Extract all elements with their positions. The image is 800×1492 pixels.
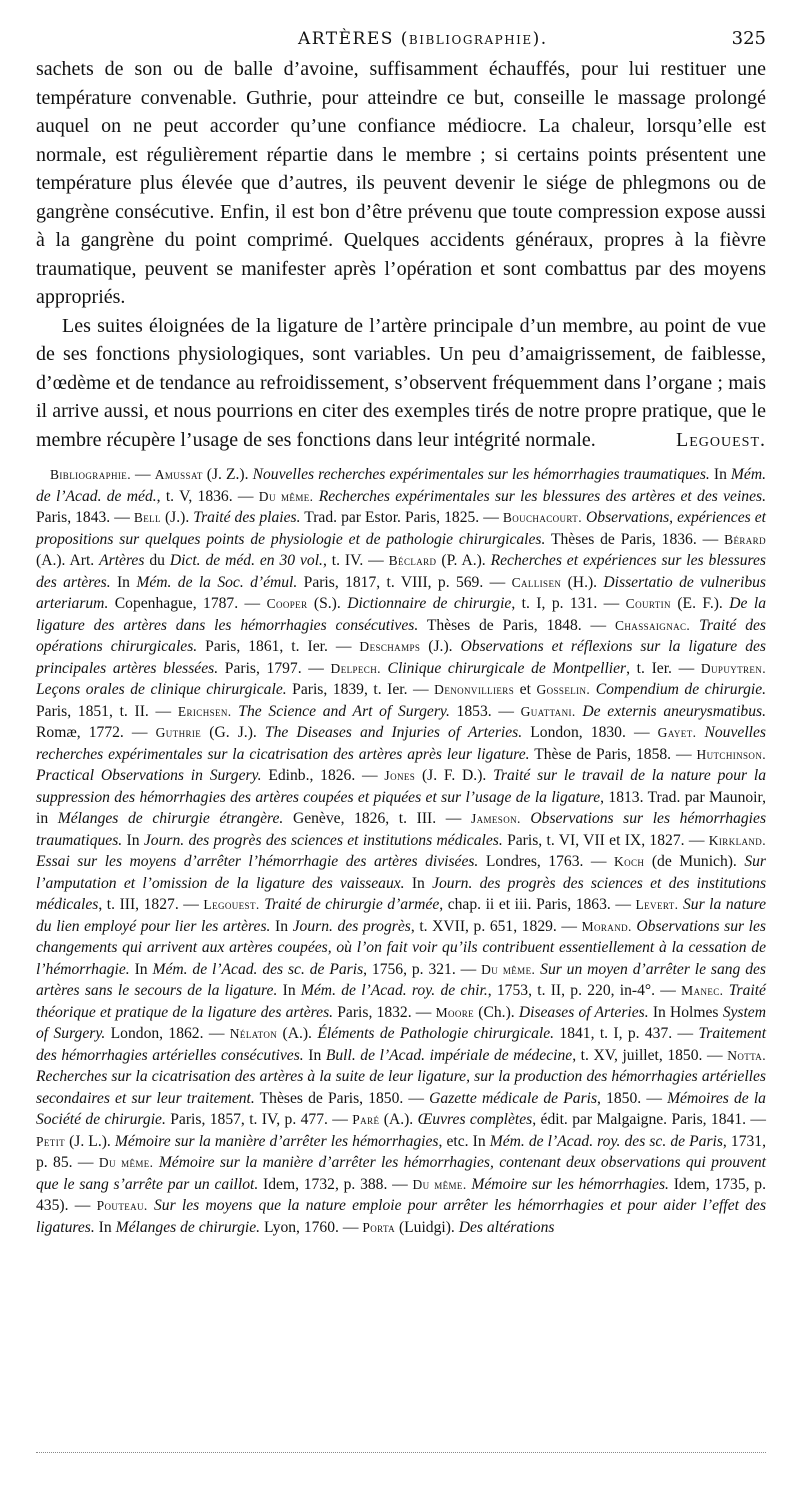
biblio-text: Genève, 1826, t. III. — (283, 810, 471, 827)
biblio-author: Béclard (388, 553, 437, 568)
biblio-title: Des altérations (458, 1218, 555, 1236)
biblio-author: Guthrie (155, 725, 202, 740)
biblio-title: Recherches expérimentales sur les blessures des artères et des veines. (318, 487, 766, 505)
biblio-title: Journ. des progrès des sciences et institutions médicales. (143, 831, 503, 849)
biblio-author: Nélaton (229, 1026, 278, 1041)
biblio-author: Notta. (727, 1047, 766, 1063)
biblio-text: (J. F. D.). (415, 767, 494, 784)
biblio-text: , t. XVII, p. 651, 1829. — (410, 917, 582, 935)
biblio-text: , t. I, p. 131. — (511, 595, 626, 612)
biblio-title: Mémoire sur la manière d’arrêter les hémorrhagies, contenant deux observations qui prouvent que le sang s’arrête par un caillot. (36, 1154, 766, 1193)
biblio-title: Observations sur les hémorrhagies traumatiques. (36, 810, 767, 849)
biblio-author: Bérard (724, 531, 766, 547)
biblio-text: Londres, 1763. — (478, 853, 614, 870)
biblio-author: Guattani. (520, 703, 576, 719)
biblio-title: Sur les moyens que la nature emploie pour arrêter les hémorrhagies et pour aider l’effet des ligatures. (36, 1197, 767, 1236)
biblio-author: Amussat (154, 467, 203, 482)
biblio-author: Gosselin. (536, 682, 591, 697)
biblio-text: Romæ, 1772. — (36, 724, 156, 741)
biblio-text: Lyon, 1760. — (260, 1218, 363, 1236)
biblio-title: Clinique chirurgicale de Montpellier (387, 659, 627, 677)
biblio-title: Leçons orales de clinique chirurgicale. (36, 681, 287, 698)
biblio-text: (P. A.). (436, 552, 491, 569)
biblio-text: (G. J.). (201, 724, 265, 741)
biblio-author: Callisen (511, 574, 562, 590)
biblio-text: , chap. ii et iii. Paris, 1863. — (439, 896, 636, 913)
biblio-text: , t. Ier. — (626, 659, 701, 677)
biblio-author: Bouchacourt. (502, 510, 582, 525)
biblio-title: Traité des plaies. (193, 509, 301, 526)
author-signature: Legouest. (676, 428, 766, 451)
biblio-text: , etc. In (438, 1132, 490, 1150)
biblio-text: (A.). Art. (36, 552, 100, 569)
biblio-author: Jones (384, 768, 416, 783)
biblio-title: System of Surgery. (36, 1003, 766, 1042)
biblio-author: Pouteau. (96, 1198, 148, 1213)
biblio-text: In (404, 874, 433, 892)
biblio-text: 1853. — (449, 702, 521, 720)
biblio-title: Mém. de la Soc. d’émul. (136, 573, 298, 591)
biblio-text: (S.). (307, 595, 348, 612)
biblio-author: Petit (36, 1133, 65, 1149)
biblio-author: Porta (362, 1219, 396, 1235)
biblio-title: Sur l’amputation et l’omission de la ligature des vaisseaux. (36, 853, 766, 892)
biblio-title: Nouvelles recherches expérimentales sur les hémorrhagies traumatiques. (252, 466, 710, 483)
biblio-author: Du même. (481, 961, 536, 977)
page-number: 325 (731, 28, 766, 49)
biblio-text: In (303, 1046, 326, 1064)
biblio-text: , t. IV. — (322, 552, 389, 569)
biblio-text: (de Munich). (644, 853, 745, 870)
biblio-text: Paris, 1817, t. VIII, p. 569. — (297, 573, 512, 591)
biblio-title: Journ. des progrès des sciences et des institutions médicales (36, 874, 767, 913)
biblio-author: Du même. (412, 1176, 467, 1192)
biblio-author: Koch (613, 854, 645, 869)
biblio-text: (A.). (277, 1025, 318, 1042)
biblio-author: Cooper (266, 596, 308, 611)
biblio-author: Levert. (635, 897, 679, 912)
biblio-title: Recherches et expériences sur les blessures des artères. (36, 552, 766, 591)
biblio-text: 1841, t. I, p. 437. — (554, 1025, 699, 1042)
biblio-text (690, 617, 699, 634)
biblio-text: , t. III, 1827. — (98, 896, 204, 913)
biblio-text: et (514, 681, 537, 698)
biblio-text: In (129, 960, 153, 978)
biblio-text: In (94, 1218, 116, 1236)
biblio-text: , 1813. Trad. par Maunoir, in (36, 788, 766, 827)
biblio-text: Thèses de Paris, 1848. — (418, 616, 615, 634)
biblio-title: Mém. de l’Acad. des sc. de Paris (152, 960, 364, 978)
biblio-text: Paris, 1857, t. IV, p. 477. — (165, 1111, 353, 1128)
biblio-author: Hutchinson. (696, 746, 766, 762)
biblio-title: Éléments de Pathologie chirurgicale. (317, 1025, 555, 1042)
biblio-title: Nouvelles recherches expérimentales sur la cicatrisation des artères après leur ligature. (36, 724, 766, 763)
body-text (36, 55, 766, 454)
bibliography-paragraph (36, 464, 766, 1238)
biblio-title: Mémoires de la Société de chirurgie. (36, 1089, 766, 1128)
biblio-author: Dupuytren. (700, 660, 766, 676)
biblio-title: Mélanges de chirurgie étrangère. (57, 810, 284, 827)
biblio-author: Kirkland. (708, 832, 766, 848)
biblio-title: Traité des opérations chirurgicales. (36, 616, 766, 655)
biblio-text: Thèse de Paris, 1858. — (529, 745, 697, 763)
bibliography (36, 464, 766, 1238)
biblio-text: In (122, 831, 144, 849)
bibliography-entries (36, 466, 766, 1236)
biblio-text: Trad. par Estor. Paris, 1825. — (300, 509, 503, 526)
biblio-title: Mémoire sur les hémorrhagies. (471, 1175, 669, 1193)
biblio-text: London, 1862. — (105, 1025, 230, 1042)
biblio-author: Delpech. (330, 660, 381, 676)
biblio-text: Copenhague, 1787. — (108, 595, 267, 612)
biblio-text: (J. L.). (65, 1132, 115, 1150)
biblio-title: Sur un moyen d’arrêter le sang des artères sans le secours de la ligature. (36, 960, 767, 999)
biblio-title: Traité de chirurgie d’armée (264, 896, 440, 913)
biblio-title: Dictionnaire de chirurgie (347, 595, 512, 612)
running-header (36, 28, 766, 49)
paragraph-2-text: Les suites éloignées de la ligature de l’artère principale d’un membre, au point de vue de ses fonctions physiologiques, sont variables. Un peu d’amaigrissement, de faiblesse, d’œdème et de tendance au refroidissement, s’observent fréquemment dans l’organe ; mais il arrive aussi, et nous pourrions en citer des exemples tirés de notre propre pratique, que le membre récupère l’usage de ses fonctions dans leur intégrité normale. (36, 314, 766, 451)
biblio-text: Paris, 1861, t. Ier. — (197, 638, 360, 655)
biblio-title: Traité théorique et pratique de la ligature des artères. (36, 982, 766, 1021)
biblio-title: Essai sur les moyens d’arrêter l’hémorrhagie des artères divisées. (36, 853, 479, 870)
biblio-text: In (277, 982, 301, 999)
biblio-title: Observations sur les changements qui arrivent aux artères coupées, où l’on fait voir qu’ils contribuent essentiellement à la cessation de l’hémorrhagie. (36, 917, 766, 978)
bibliography-label: Bibliographie. (50, 467, 131, 482)
biblio-text: , t. V, 1836. — (156, 487, 259, 505)
biblio-text: — (130, 466, 155, 483)
biblio-title: Mém. de l’Acad. de méd. (36, 466, 766, 505)
biblio-text (381, 660, 388, 677)
biblio-author: Du même. (258, 488, 314, 504)
biblio-author: Morand. (581, 918, 632, 934)
title-section: BIBLIOGRAPHIE (408, 33, 533, 47)
biblio-title: Mém. de l’Acad. roy. des sc. de Paris (489, 1132, 723, 1150)
biblio-text: Paris, 1843. — (36, 509, 134, 526)
biblio-text: (J. Z.). (202, 466, 253, 483)
biblio-text: In (270, 917, 293, 935)
biblio-title: De externis aneurysmatibus. (582, 702, 766, 720)
biblio-author: Manec. (681, 983, 724, 998)
biblio-text: Idem, 1732, p. 388. — (258, 1175, 413, 1193)
biblio-title: Practical Observations in Surgery. (36, 767, 262, 784)
biblio-text: , 1731, p. 85. — (36, 1132, 766, 1171)
biblio-title: Traitement des hémorrhagies artérielles consécutives. (36, 1025, 767, 1064)
biblio-title: Compendium de chirurgie. (595, 681, 767, 698)
biblio-text (521, 810, 531, 827)
footer-rule (36, 1452, 766, 1453)
biblio-title: Œuvres complètes (417, 1111, 533, 1128)
biblio-title: Artères (99, 552, 145, 569)
biblio-title: Recherches sur la cicatrisation des artères à la suite de leur ligature, sur la production des hémorrhagies artérielles secondaires et sur leur traitement. (36, 1068, 766, 1107)
biblio-text: (J.). (160, 509, 194, 526)
biblio-title: Gazette médicale de Paris (429, 1089, 598, 1107)
biblio-author: Paré (352, 1112, 380, 1127)
biblio-text: (E. F.). (670, 595, 730, 612)
biblio-title: The Science and Art of Surgery. (238, 702, 450, 720)
running-title (298, 29, 548, 49)
biblio-title: Journ. des progrès (292, 917, 411, 935)
biblio-text: , 1850. — (597, 1089, 668, 1107)
paragraph-2 (36, 312, 766, 455)
biblio-author: Deschamps (359, 639, 421, 654)
biblio-text: London, 1830. — (522, 724, 658, 741)
biblio-author: Gayet. (657, 725, 697, 740)
biblio-text: du (144, 552, 170, 569)
biblio-text: (Luidgi). (395, 1218, 459, 1236)
biblio-text: , t. XV, juillet, 1850. — (572, 1046, 728, 1064)
biblio-text: In (709, 466, 731, 483)
biblio-text: (J.). (420, 638, 461, 655)
biblio-text: Paris, 1832. — (333, 1003, 436, 1021)
biblio-text: , 1753, t. II, p. 220, in-4°. — (487, 982, 682, 999)
biblio-title: Sur la nature du lien employé pour lier les artères. (36, 896, 767, 935)
title-end: ). (532, 29, 548, 49)
biblio-text: Paris, t. VI, VII et IX, 1827. — (502, 831, 709, 849)
biblio-title: Diseases of Arteries. (518, 1003, 649, 1021)
biblio-text: , édit. par Malgaigne. Paris, 1841. — (532, 1111, 766, 1128)
biblio-text: In Holmes (648, 1003, 723, 1021)
title-main: ARTÈRES ( (298, 29, 409, 49)
biblio-title: Dissertatio de vulneribus arteriarum. (36, 573, 766, 612)
biblio-author: Erichsen. (177, 703, 232, 719)
biblio-title: The Diseases and Injuries of Arteries. (264, 724, 523, 741)
biblio-author: Chassaignac. (615, 617, 691, 633)
biblio-text: Paris, 1797. — (218, 659, 331, 677)
biblio-text: Paris, 1839, t. Ier. — (286, 681, 435, 698)
biblio-text: Idem, 1735, p. 435). — (36, 1175, 766, 1214)
biblio-author: Moore (435, 1004, 475, 1020)
biblio-author: Courtin (625, 596, 671, 611)
biblio-text: , 1756, p. 321. — (363, 960, 482, 978)
biblio-title: Traité sur le travail de la nature pour la suppression des hémorrhagies des artères coupées et piquées et sur l’usage de la ligature (36, 767, 767, 806)
biblio-title: Observations et réflexions sur la ligature des principales artères blessées. (36, 638, 766, 677)
biblio-title: Observations, expériences et propositions sur quelques points de physiologie et de pathologie chirurgicales. (36, 509, 766, 548)
biblio-author: Denonvilliers (434, 682, 515, 697)
biblio-text: Thèses de Paris, 1850. — (254, 1089, 430, 1107)
biblio-text: Edinb., 1826. — (261, 767, 385, 784)
biblio-title: Bull. de l’Acad. impériale de médecine (325, 1046, 573, 1064)
biblio-author: Jameson. (470, 811, 521, 826)
biblio-author: Du même. (98, 1155, 154, 1170)
biblio-title: De la ligature des artères dans les hémorrhagies consécutives. (36, 595, 766, 634)
biblio-text: In (110, 573, 137, 591)
page (36, 28, 766, 1238)
biblio-author: Legouest. (203, 897, 260, 912)
biblio-title: Dict. de méd. en 30 vol. (169, 552, 323, 569)
biblio-title: Mém. de l’Acad. roy. de chir. (300, 982, 488, 999)
biblio-text: (Ch.). (474, 1003, 519, 1021)
biblio-title: Mélanges de chirurgie. (115, 1218, 261, 1236)
paragraph-1: sachets de son ou de balle d’avoine, suffisamment échauffés, pour lui restituer une température convenable. Guthrie, pour atteindre ce but, conseille le massage prolongé auquel on ne peut accorder qu’une confiance médiocre. La chaleur, lorsqu’elle est normale, est régulièrement répartie dans le membre ; si certains points présentent une température plus élevée que d’autres, ils peuvent devenir le siége de phlegmons ou de gangrène consécutive. Enfin, il est bon d’être prévenu que toute compression expose aussi à la gangrène du point comprimé. Quelques accidents généraux, propres à la fièvre traumatique, peuvent se manifester après l’opération et sont combattus par des moyens appropriés. (36, 58, 766, 308)
biblio-title: Mémoire sur la manière d’arrêter les hémorrhagies (114, 1132, 439, 1150)
biblio-text: Thèses de Paris, 1836. — (545, 530, 725, 548)
biblio-text: (A.). (379, 1111, 418, 1128)
biblio-text: (H.). (561, 573, 604, 591)
biblio-author: Bell (133, 510, 161, 525)
biblio-text: Paris, 1851, t. II. — (36, 702, 178, 720)
